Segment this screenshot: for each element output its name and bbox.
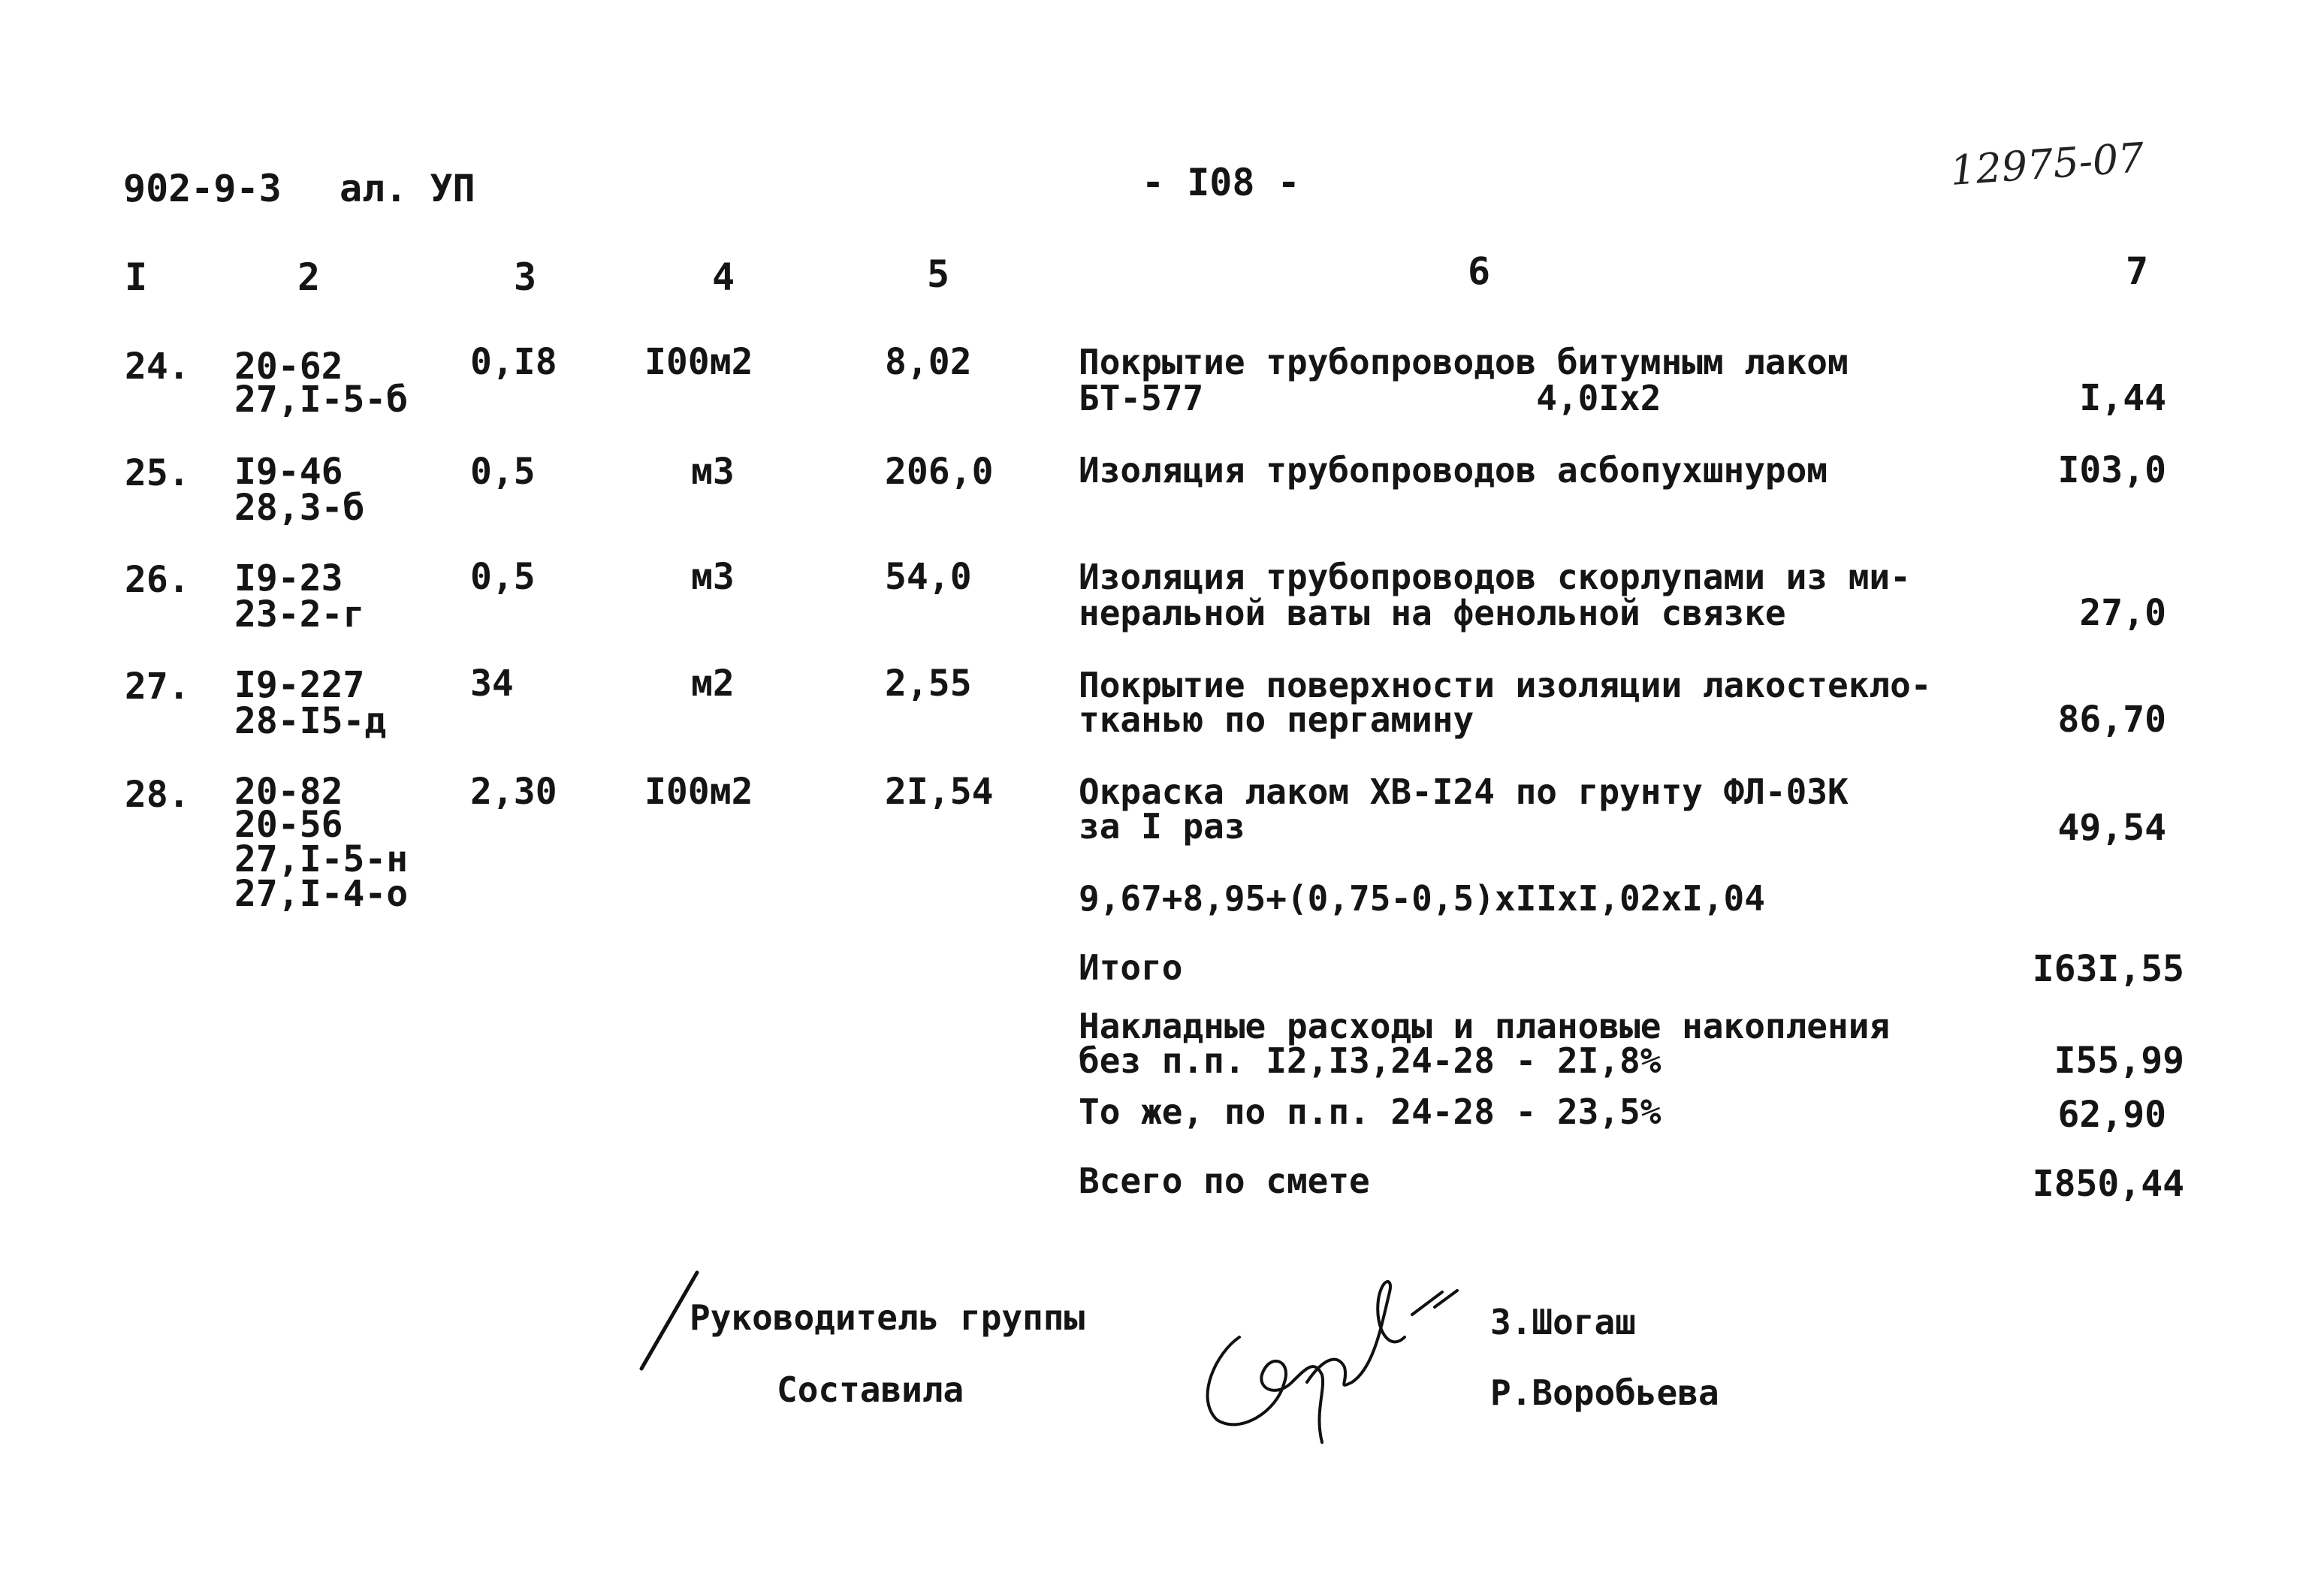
signature-name-group-leader: З.Шогаш xyxy=(1490,1302,1636,1342)
column-header-3: 3 xyxy=(514,255,537,299)
row-formula: 9,67+8,95+(0,75-0,5)хIIхI,02хI,04 xyxy=(1079,878,1765,919)
document-code: 902-9-3 xyxy=(123,167,282,210)
row-code: I9-23 xyxy=(234,557,343,599)
row-description-line: тканью по пергамину xyxy=(1079,699,1474,740)
row-code: I9-227 xyxy=(234,664,365,706)
row-number: 24. xyxy=(125,346,190,388)
column-header-5: 5 xyxy=(927,252,950,296)
handwritten-signature xyxy=(1194,1270,1480,1450)
summary-overhead2-value: 62,90 xyxy=(2057,1094,2166,1136)
row-description-line: Покрытие трубопроводов битумным лаком xyxy=(1079,342,1849,382)
signature-role-group-leader: Руководитель группы xyxy=(690,1297,1085,1338)
row-total: 86,70 xyxy=(2057,699,2166,741)
row-description-line: неральной ваты на фенольной связке xyxy=(1079,593,1786,633)
row-description-line: Окраска лаком ХВ-I24 по грунту ФЛ-03К xyxy=(1079,771,1849,812)
row-unit-price: 8,02 xyxy=(885,341,972,383)
row-unit: I00м2 xyxy=(644,771,753,813)
summary-grand-total-label: Всего по смете xyxy=(1079,1161,1370,1201)
row-total: 49,54 xyxy=(2057,807,2166,849)
summary-overhead-label: Накладные расходы и плановые накопления xyxy=(1079,1006,1891,1046)
row-description-line: за I раз xyxy=(1079,806,1245,847)
row-code: 20-62 xyxy=(234,346,343,388)
row-code: 20-56 xyxy=(234,804,343,846)
row-quantity: 0,5 xyxy=(470,556,536,598)
album-label: ал. УП xyxy=(340,167,475,210)
row-unit-price: 54,0 xyxy=(885,556,972,598)
signature-name-compiler: Р.Воробьева xyxy=(1490,1372,1719,1413)
row-description-line: Покрытие поверхности изоляции лакостекло- xyxy=(1079,665,1932,705)
column-header-2: 2 xyxy=(297,255,321,299)
row-number: 28. xyxy=(125,774,190,816)
row-number: 27. xyxy=(125,666,190,708)
handwritten-document-number: 12975-07 xyxy=(1948,134,2146,195)
row-code: 27,I-5-б xyxy=(234,379,409,421)
row-unit-price: 2I,54 xyxy=(885,771,994,813)
row-code: 27,I-5-н xyxy=(234,838,409,880)
row-code: 28-I5-д xyxy=(234,700,387,742)
column-header-1: I xyxy=(125,255,148,299)
summary-overhead-label: без п.п. I2,I3,24-28 - 2I,8% xyxy=(1079,1040,1662,1081)
row-total: I,44 xyxy=(2079,377,2166,419)
row-unit: м3 xyxy=(691,451,735,493)
row-code: 27,I-4-о xyxy=(234,873,409,915)
column-header-4: 4 xyxy=(712,255,735,299)
row-description-line: БТ-577 4,0Iх2 xyxy=(1079,378,1662,418)
row-unit-price: 2,55 xyxy=(885,663,972,705)
row-code: 23-2-г xyxy=(234,593,365,636)
row-quantity: 0,I8 xyxy=(470,341,557,383)
column-header-7: 7 xyxy=(2126,249,2149,293)
row-number: 25. xyxy=(125,452,190,494)
summary-subtotal-value: I63I,55 xyxy=(2032,948,2184,990)
row-code: 28,3-б xyxy=(234,487,365,529)
row-description-line: Изоляция трубопроводов скорлупами из ми- xyxy=(1079,557,1911,597)
row-quantity: 34 xyxy=(470,663,514,705)
row-total: 27,0 xyxy=(2079,592,2166,634)
page-number: - I08 - xyxy=(1142,161,1300,204)
summary-overhead2-label: То же, по п.п. 24-28 - 23,5% xyxy=(1079,1091,1662,1132)
summary-grand-total-value: I850,44 xyxy=(2032,1163,2184,1205)
row-code: I9-46 xyxy=(234,451,343,493)
row-total: I03,0 xyxy=(2057,449,2166,491)
signature-role-compiler: Составила xyxy=(777,1369,964,1410)
summary-overhead-value: I55,99 xyxy=(2054,1040,2184,1082)
row-unit: I00м2 xyxy=(644,341,753,383)
column-header-6: 6 xyxy=(1468,249,1491,293)
summary-subtotal-label: Итого xyxy=(1079,947,1183,988)
row-unit: м2 xyxy=(691,663,735,705)
row-quantity: 2,30 xyxy=(470,771,557,813)
row-unit-price: 206,0 xyxy=(885,451,994,493)
row-quantity: 0,5 xyxy=(470,451,536,493)
row-number: 26. xyxy=(125,559,190,601)
row-description-line: Изоляция трубопроводов асбопухшнуром xyxy=(1079,450,1828,491)
row-unit: м3 xyxy=(691,556,735,598)
row-code: 20-82 xyxy=(234,771,343,813)
